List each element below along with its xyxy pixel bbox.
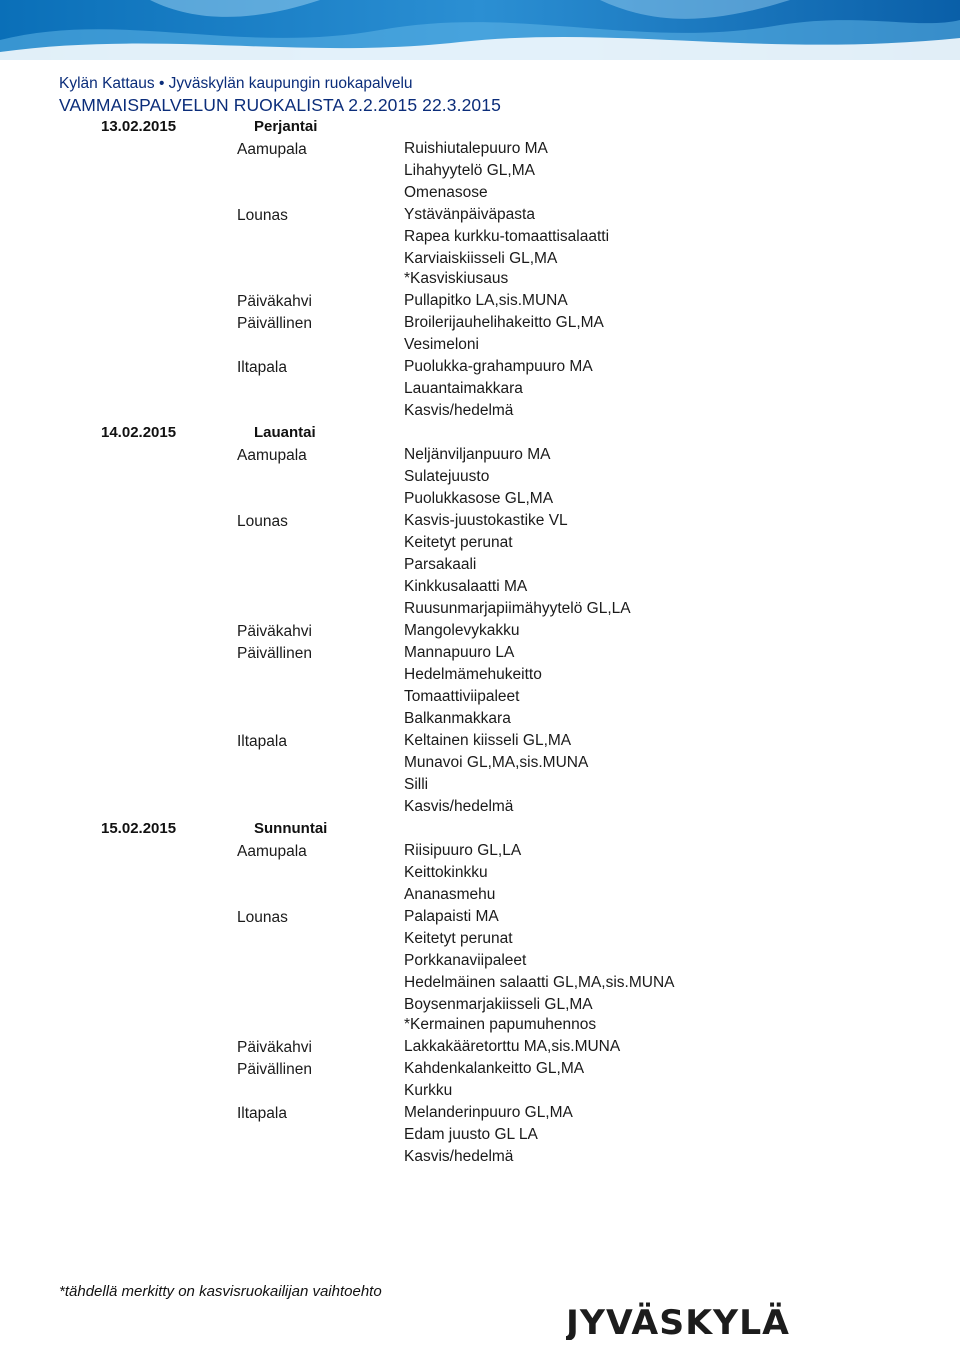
organization-line: Kylän Kattaus • Jyväskylän kaupungin ruokapalvelu [59,75,413,92]
menu-item: Keltainen kiisseli GL,MA [404,732,572,749]
menu-list [0,116,960,1168]
menu-item: Keitetyt perunat [404,930,513,947]
meal-name: Lounas [237,207,288,224]
menu-item: Kurkku [404,1082,453,1099]
menu-item: Kahdenkalankeitto GL,MA [404,1060,585,1077]
meal-name: Iltapala [237,359,287,376]
menu-item: *Kermainen papumuhennos [404,1016,597,1033]
meal-items [404,1036,960,1058]
meal-name: Päivällinen [237,1061,312,1078]
meal-items [404,510,960,620]
day-section [0,818,960,1168]
banner-wave-graphic [0,0,960,60]
meal-items [404,620,960,642]
jyvaskyla-logo [566,1298,794,1340]
meal-items [404,642,960,730]
day-date: 13.02.2015 [101,118,177,135]
menu-item: Sulatejuusto [404,468,490,485]
menu-item: Porkkanaviipaleet [404,952,527,969]
meal-name: Päivällinen [237,315,312,332]
meal-block [0,730,960,818]
menu-item: Neljänviljanpuuro MA [404,446,551,463]
meal-name: Lounas [237,513,288,530]
menu-item: Karviaiskiisseli GL,MA [404,250,558,267]
menu-item: Omenasose [404,184,488,201]
menu-item: Melanderinpuuro GL,MA [404,1104,573,1121]
menu-item: Tomaattiviipaleet [404,688,520,705]
day-weekday: Lauantai [254,424,316,441]
menu-item: Keittokinkku [404,864,488,881]
day-date: 15.02.2015 [101,820,177,837]
meal-name: Päiväkahvi [237,623,312,640]
menu-item: Lakkakääretorttu MA,sis.MUNA [404,1038,621,1055]
meal-name: Lounas [237,909,288,926]
menu-item: Kasvis/hedelmä [404,402,514,419]
day-weekday: Sunnuntai [254,820,328,837]
day-weekday: Perjantai [254,118,318,135]
menu-item: Balkanmakkara [404,710,511,727]
menu-item: Puolukkasose GL,MA [404,490,554,507]
day-section [0,422,960,818]
menu-item: Kasvis-juustokastike VL [404,512,568,529]
meal-block [0,138,960,204]
menu-item: Puolukka-grahampuuro MA [404,358,593,375]
menu-item: Keitetyt perunat [404,534,513,551]
menu-item: Munavoi GL,MA,sis.MUNA [404,754,589,771]
menu-item: Ananasmehu [404,886,496,903]
meal-name: Päivällinen [237,645,312,662]
menu-title: VAMMAISPALVELUN RUOKALISTA 2.2.2015 22.3.2015 [59,95,501,115]
meal-block [0,290,960,312]
menu-item: Broilerijauhelihakeitto GL,MA [404,314,604,331]
meal-items [404,1102,960,1168]
logo-wordmark [566,1298,794,1340]
menu-item: Pullapitko LA,sis.MUNA [404,292,568,309]
menu-item: Kasvis/hedelmä [404,798,514,815]
meal-name: Aamupala [237,141,307,158]
meal-items [404,290,960,312]
menu-item: Rapea kurkku-tomaattisalaatti [404,228,610,245]
menu-item: Riisipuuro GL,LA [404,842,522,859]
meal-block [0,642,960,730]
meal-items [404,730,960,818]
menu-item: Lihahyytelö GL,MA [404,162,535,179]
svg-text:JYVÄSKYLÄ: JYVÄSKYLÄ [566,1303,787,1340]
meal-block [0,1102,960,1168]
menu-item: Palapaisti MA [404,908,499,925]
meal-name: Päiväkahvi [237,293,312,310]
meal-name: Iltapala [237,1105,287,1122]
menu-item: Vesimeloni [404,336,479,353]
meal-items [404,138,960,204]
meal-block [0,356,960,422]
meal-block [0,906,960,1036]
menu-item: Mangolevykakku [404,622,520,639]
day-header [0,422,960,444]
menu-item: Hedelmämehukeitto [404,666,542,683]
meal-block [0,204,960,290]
menu-item: Kinkkusalaatti MA [404,578,528,595]
meal-items [404,840,960,906]
menu-item: Ystävänpäiväpasta [404,206,535,223]
meal-block [0,840,960,906]
meal-name: Päiväkahvi [237,1039,312,1056]
menu-item: Silli [404,776,429,793]
meal-items [404,906,960,1036]
menu-item: Hedelmäinen salaatti GL,MA,sis.MUNA [404,974,675,991]
day-date: 14.02.2015 [101,424,177,441]
meal-name: Aamupala [237,843,307,860]
meal-name: Aamupala [237,447,307,464]
header-banner [0,0,960,60]
meal-block [0,620,960,642]
menu-item: Kasvis/hedelmä [404,1148,514,1165]
page-header [59,74,501,116]
meal-block [0,312,960,356]
menu-item: Lauantaimakkara [404,380,523,397]
menu-item: Parsakaali [404,556,477,573]
menu-item: *Kasviskiusaus [404,270,509,287]
meal-items [404,204,960,290]
meal-items [404,444,960,510]
menu-item: Mannapuuro LA [404,644,515,661]
menu-item: Ruishiutalepuuro MA [404,140,548,157]
meal-block [0,1058,960,1102]
meal-block [0,444,960,510]
meal-name: Iltapala [237,733,287,750]
day-header [0,818,960,840]
footnote: *tähdellä merkitty on kasvisruokailijan vaihtoehto [59,1283,382,1300]
menu-item: Ruusunmarjapiimähyytelö GL,LA [404,600,631,617]
meal-items [404,356,960,422]
day-header [0,116,960,138]
meal-items [404,1058,960,1102]
meal-block [0,1036,960,1058]
meal-block [0,510,960,620]
menu-item: Edam juusto GL LA [404,1126,538,1143]
day-section [0,116,960,422]
menu-item: Boysenmarjakiisseli GL,MA [404,996,593,1013]
meal-items [404,312,960,356]
